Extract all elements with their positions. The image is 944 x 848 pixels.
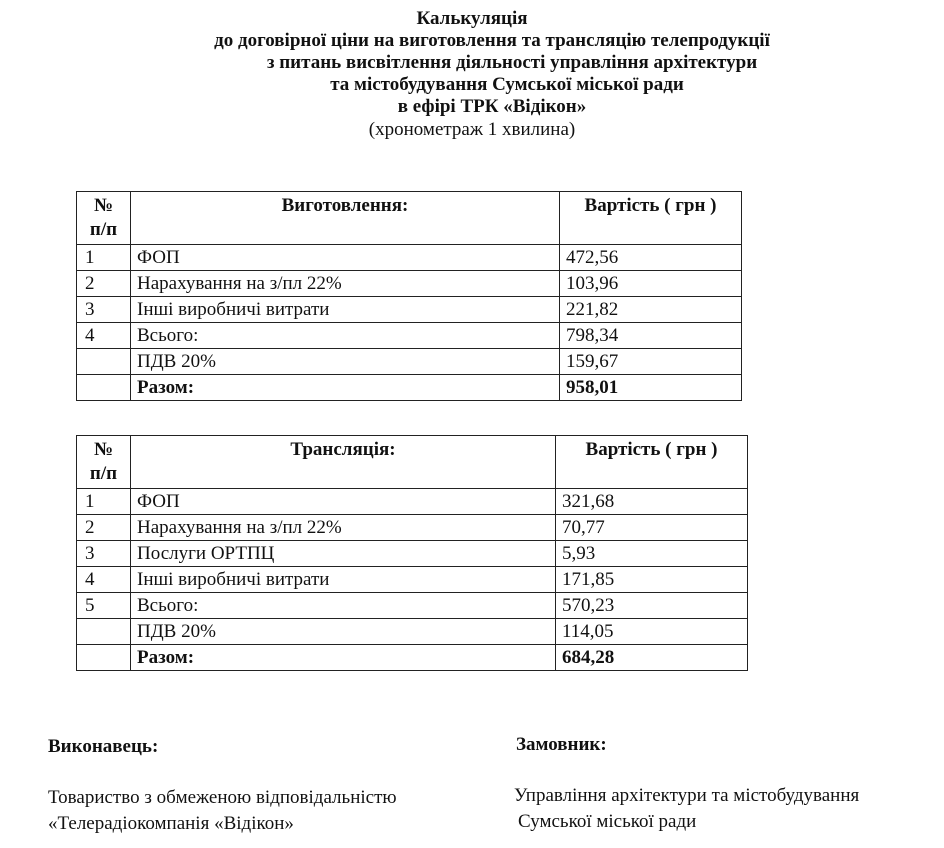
row-label: Всього: [131, 323, 560, 349]
table-row [77, 515, 748, 541]
row-number: 1 [77, 245, 131, 271]
table-row [77, 297, 742, 323]
customer-title: Замовник: [516, 734, 607, 755]
item-order-label: п/п [89, 463, 118, 484]
row-value: 171,85 [556, 567, 748, 593]
table-header-row [77, 436, 748, 489]
row-label: Інші виробничі витрати [131, 567, 556, 593]
row-label: Нарахування на з/пл 22% [131, 271, 560, 297]
cost-column-header: Вартість ( грн ) [556, 436, 748, 489]
table-row [77, 271, 742, 297]
row-number: 3 [77, 541, 131, 567]
broadcast-column-header: Трансляція: [131, 436, 556, 489]
row-number: 4 [77, 567, 131, 593]
row-value: 5,93 [556, 541, 748, 567]
table-row [77, 323, 742, 349]
table-row [77, 245, 742, 271]
table-row [77, 619, 748, 645]
document-heading [0, 8, 944, 142]
row-number [77, 619, 131, 645]
row-label: ФОП [131, 245, 560, 271]
row-number: 2 [77, 271, 131, 297]
row-value: 321,68 [556, 489, 748, 515]
row-value: 221,82 [560, 297, 742, 323]
row-number: 1 [77, 489, 131, 515]
row-label: ПДВ 20% [131, 619, 556, 645]
title-line-5: в ефірі ТРК «Відікон» [397, 96, 587, 117]
title-line-4: та містобудування Сумської міської ради [330, 74, 684, 95]
row-number: 3 [77, 297, 131, 323]
row-value: 570,23 [556, 593, 748, 619]
row-value: 798,34 [560, 323, 742, 349]
title-line-2: до договірної ціни на виготовлення та трансляцію телепродукції [214, 30, 770, 51]
row-value: 114,05 [556, 619, 748, 645]
row-number [77, 349, 131, 375]
row-label: Послуги ОРТПЦ [131, 541, 556, 567]
table-row [77, 349, 742, 375]
executor-details [48, 785, 397, 837]
table-row [77, 541, 748, 567]
executor-title: Виконавець: [48, 736, 159, 757]
row-label: ФОП [131, 489, 556, 515]
broadcast-table [76, 435, 748, 671]
table-row [77, 489, 748, 515]
row-number: 5 [77, 593, 131, 619]
row-label: ПДВ 20% [131, 349, 560, 375]
row-value: 472,56 [560, 245, 742, 271]
row-label: Нарахування на з/пл 22% [131, 515, 556, 541]
item-order-label: п/п [89, 219, 118, 240]
document-title: Калькуляція [416, 8, 528, 29]
number-sign: № [93, 439, 114, 460]
table-row [77, 567, 748, 593]
customer-details [514, 783, 859, 835]
duration-note: (хронометраж 1 хвилина) [368, 119, 576, 140]
total-row [77, 375, 742, 401]
row-label: Разом: [131, 375, 560, 401]
total-row [77, 645, 748, 671]
number-column-header [77, 436, 131, 489]
production-table [76, 191, 742, 401]
row-value: 958,01 [560, 375, 742, 401]
table-row [77, 593, 748, 619]
title-line-3: з питань висвітлення діяльності управління архітектури [266, 52, 758, 73]
cost-column-header: Вартість ( грн ) [560, 192, 742, 245]
number-sign: № [93, 195, 114, 216]
row-number [77, 645, 131, 671]
row-label: Разом: [131, 645, 556, 671]
customer-line-2: Сумської міської ради [518, 811, 697, 832]
row-number: 4 [77, 323, 131, 349]
row-value: 103,96 [560, 271, 742, 297]
row-number: 2 [77, 515, 131, 541]
customer-line-1: Управління архітектури та містобудування [514, 785, 860, 806]
row-value: 70,77 [556, 515, 748, 541]
executor-line-2: «Телерадіокомпанія «Відікон» [48, 813, 294, 834]
row-value: 684,28 [556, 645, 748, 671]
production-column-header: Виготовлення: [131, 192, 560, 245]
row-label: Всього: [131, 593, 556, 619]
row-value: 159,67 [560, 349, 742, 375]
number-column-header [77, 192, 131, 245]
executor-line-1: Товариство з обмеженою відповідальністю [48, 787, 397, 808]
table-header-row [77, 192, 742, 245]
row-label: Інші виробничі витрати [131, 297, 560, 323]
row-number [77, 375, 131, 401]
